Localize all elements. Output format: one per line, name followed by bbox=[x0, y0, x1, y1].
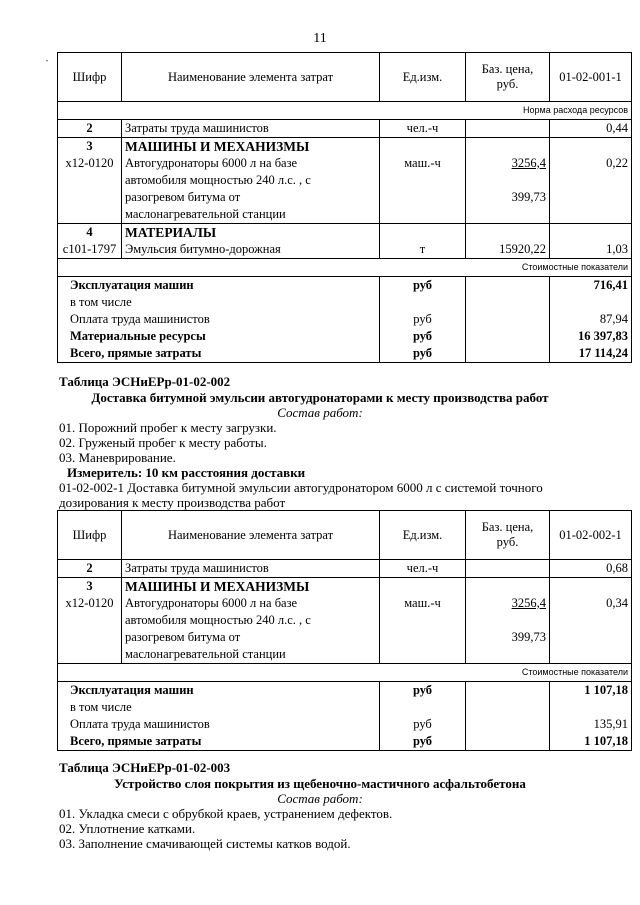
cost-unit: руб bbox=[380, 716, 466, 733]
section2-desc-line1: 01-02-002-1 Доставка битумной эмульсии автогудронатором 6000 л с системой точного bbox=[59, 480, 543, 495]
cost-unit: руб bbox=[380, 682, 466, 700]
section2-title: Таблица ЭСНиЕРр-01-02-002 bbox=[59, 374, 231, 389]
row-name-line: Автогудронаторы 6000 л на базе bbox=[122, 595, 380, 612]
row-price bbox=[466, 560, 550, 578]
price-header-line2: руб. bbox=[496, 77, 519, 91]
cost-label: Стоимостные показатели bbox=[58, 664, 632, 682]
cost-row bbox=[58, 294, 632, 311]
section2-works-label: Состав работ: bbox=[277, 405, 363, 420]
table-row-cont bbox=[58, 646, 632, 664]
price-header-line1: Баз. цена, bbox=[481, 520, 534, 534]
cost-label-row bbox=[58, 259, 632, 277]
row-price-secondary: 399,73 bbox=[466, 629, 550, 646]
cost-name: Оплата труда машинистов bbox=[58, 716, 380, 733]
table-row bbox=[58, 120, 632, 138]
section2-work-item: 03. Маневрирование. bbox=[59, 450, 176, 465]
row-unit: чел.-ч bbox=[380, 120, 466, 138]
row-unit: т bbox=[380, 241, 466, 259]
section3-title: Таблица ЭСНиЕРр-01-02-003 bbox=[59, 760, 231, 775]
cost-name: в том числе bbox=[58, 699, 380, 716]
section3-subtitle: Устройство слоя покрытия из щебеночно-мастичного асфальтобетона bbox=[114, 776, 526, 791]
cost-value: 1 107,18 bbox=[550, 682, 632, 700]
cost-unit: руб bbox=[380, 311, 466, 328]
page-number: 11 bbox=[313, 31, 327, 46]
cost-value: 17 114,24 bbox=[550, 345, 632, 363]
cost-row bbox=[58, 328, 632, 345]
cost-name: Всего, прямые затраты bbox=[58, 345, 380, 363]
row-value: 0,22 bbox=[550, 155, 632, 172]
section-code: 4 bbox=[58, 224, 122, 242]
col-name-header: Наименование элемента затрат bbox=[122, 53, 380, 102]
col-price-header bbox=[466, 511, 550, 560]
cost-name: в том числе bbox=[58, 294, 380, 311]
row-code: 2 bbox=[58, 120, 122, 138]
section-code: 3 bbox=[58, 578, 122, 596]
row-unit: чел.-ч bbox=[380, 560, 466, 578]
section-name: МАТЕРИАЛЫ bbox=[122, 224, 380, 242]
cost-row bbox=[58, 277, 632, 295]
col-price-header bbox=[466, 53, 550, 102]
table-row-cont bbox=[58, 612, 632, 629]
row-value: 0,68 bbox=[550, 560, 632, 578]
cost-row bbox=[58, 716, 632, 733]
cost-value: 716,41 bbox=[550, 277, 632, 295]
section3-work-item: 03. Заполнение смачивающей системы катков водой. bbox=[59, 836, 351, 851]
col-name-header: Наименование элемента затрат bbox=[122, 511, 380, 560]
row-name: Затраты труда машинистов bbox=[122, 120, 380, 138]
cost-row bbox=[58, 699, 632, 716]
col-id-header: 01-02-002-1 bbox=[550, 511, 632, 560]
norm-label-row bbox=[58, 102, 632, 120]
section3-work-item: 01. Укладка смеси с обрубкой краев, устранением дефектов. bbox=[59, 806, 393, 821]
cost-row bbox=[58, 345, 632, 363]
row-name-line: маслонагревательной станции bbox=[122, 646, 380, 664]
section2-subtitle: Доставка битумной эмульсии автогудронаторами к месту производства работ bbox=[91, 390, 549, 405]
cost-unit: руб bbox=[380, 328, 466, 345]
row-code: х12-0120 bbox=[58, 155, 122, 172]
table-header-row bbox=[58, 53, 632, 102]
cost-name: Оплата труда машинистов bbox=[58, 311, 380, 328]
row-price: 3256,4 bbox=[466, 595, 550, 612]
row-value: 0,44 bbox=[550, 120, 632, 138]
section2-desc-line2: дозирования к месту производства работ bbox=[59, 495, 286, 510]
row-code: 2 bbox=[58, 560, 122, 578]
price-header-line1: Баз. цена, bbox=[481, 62, 534, 76]
row-price: 15920,22 bbox=[466, 241, 550, 259]
cost-row bbox=[58, 682, 632, 700]
section3-works-label: Состав работ: bbox=[277, 791, 363, 806]
row-name-line: Автогудронаторы 6000 л на базе bbox=[122, 155, 380, 172]
cost-value: 135,91 bbox=[550, 716, 632, 733]
section-name: МАШИНЫ И МЕХАНИЗМЫ bbox=[122, 138, 380, 156]
table-row bbox=[58, 595, 632, 612]
cost-value: 87,94 bbox=[550, 311, 632, 328]
row-value: 1,03 bbox=[550, 241, 632, 259]
cost-unit: руб bbox=[380, 345, 466, 363]
cost-label: Стоимостные показатели bbox=[58, 259, 632, 277]
table-row-cont bbox=[58, 629, 632, 646]
col-unit-header: Ед.изм. bbox=[380, 53, 466, 102]
row-name-line: разогревом битума от bbox=[122, 629, 380, 646]
cost-value: 16 397,83 bbox=[550, 328, 632, 345]
table-row-cont bbox=[58, 189, 632, 206]
row-name: Эмульсия битумно-дорожная bbox=[122, 241, 380, 259]
row-name-line: автомобиля мощностью 240 л.с. , с bbox=[122, 172, 380, 189]
section-name: МАШИНЫ И МЕХАНИЗМЫ bbox=[122, 578, 380, 596]
row-name-line: автомобиля мощностью 240 л.с. , с bbox=[122, 612, 380, 629]
row-code: с101-1797 bbox=[58, 241, 122, 259]
price-header-line2: руб. bbox=[496, 535, 519, 549]
col-unit-header: Ед.изм. bbox=[380, 511, 466, 560]
section-row bbox=[58, 138, 632, 156]
norm-label: Норма расхода ресурсов bbox=[58, 102, 632, 120]
row-unit: маш.-ч bbox=[380, 595, 466, 612]
cost-name: Эксплуатация машин bbox=[58, 682, 380, 700]
cost-value: 1 107,18 bbox=[550, 733, 632, 751]
resource-table-1 bbox=[57, 52, 632, 363]
cost-label-row bbox=[58, 664, 632, 682]
table-row bbox=[58, 155, 632, 172]
section3-work-item: 02. Уплотнение катками. bbox=[59, 821, 196, 836]
row-name: Затраты труда машинистов bbox=[122, 560, 380, 578]
resource-table-2 bbox=[57, 510, 632, 751]
row-price-secondary: 399,73 bbox=[466, 189, 550, 206]
section-row bbox=[58, 224, 632, 242]
section2-work-item: 02. Груженый пробег к месту работы. bbox=[59, 435, 267, 450]
col-code-header: Шифр bbox=[58, 53, 122, 102]
col-id-header: 01-02-001-1 bbox=[550, 53, 632, 102]
cost-unit: руб bbox=[380, 733, 466, 751]
table-header-row bbox=[58, 511, 632, 560]
cost-unit: руб bbox=[380, 277, 466, 295]
row-price: 3256,4 bbox=[466, 155, 550, 172]
col-code-header: Шифр bbox=[58, 511, 122, 560]
table-row-cont bbox=[58, 172, 632, 189]
section2-measure: Измеритель: 10 км расстояния доставки bbox=[67, 465, 306, 480]
row-code: х12-0120 bbox=[58, 595, 122, 612]
row-name-line: маслонагревательной станции bbox=[122, 206, 380, 224]
cost-name: Эксплуатация машин bbox=[58, 277, 380, 295]
table-row bbox=[58, 241, 632, 259]
row-value: 0,34 bbox=[550, 595, 632, 612]
row-unit: маш.-ч bbox=[380, 155, 466, 172]
section-code: 3 bbox=[58, 138, 122, 156]
row-name-line: разогревом битума от bbox=[122, 189, 380, 206]
section-row bbox=[58, 578, 632, 596]
table-row bbox=[58, 560, 632, 578]
row-price bbox=[466, 120, 550, 138]
cost-row bbox=[58, 311, 632, 328]
section2-work-item: 01. Порожний пробег к месту загрузки. bbox=[59, 420, 277, 435]
cost-name: Всего, прямые затраты bbox=[58, 733, 380, 751]
table-row-cont bbox=[58, 206, 632, 224]
cost-row bbox=[58, 733, 632, 751]
cost-name: Материальные ресурсы bbox=[58, 328, 380, 345]
margin-mark: " bbox=[46, 60, 49, 66]
